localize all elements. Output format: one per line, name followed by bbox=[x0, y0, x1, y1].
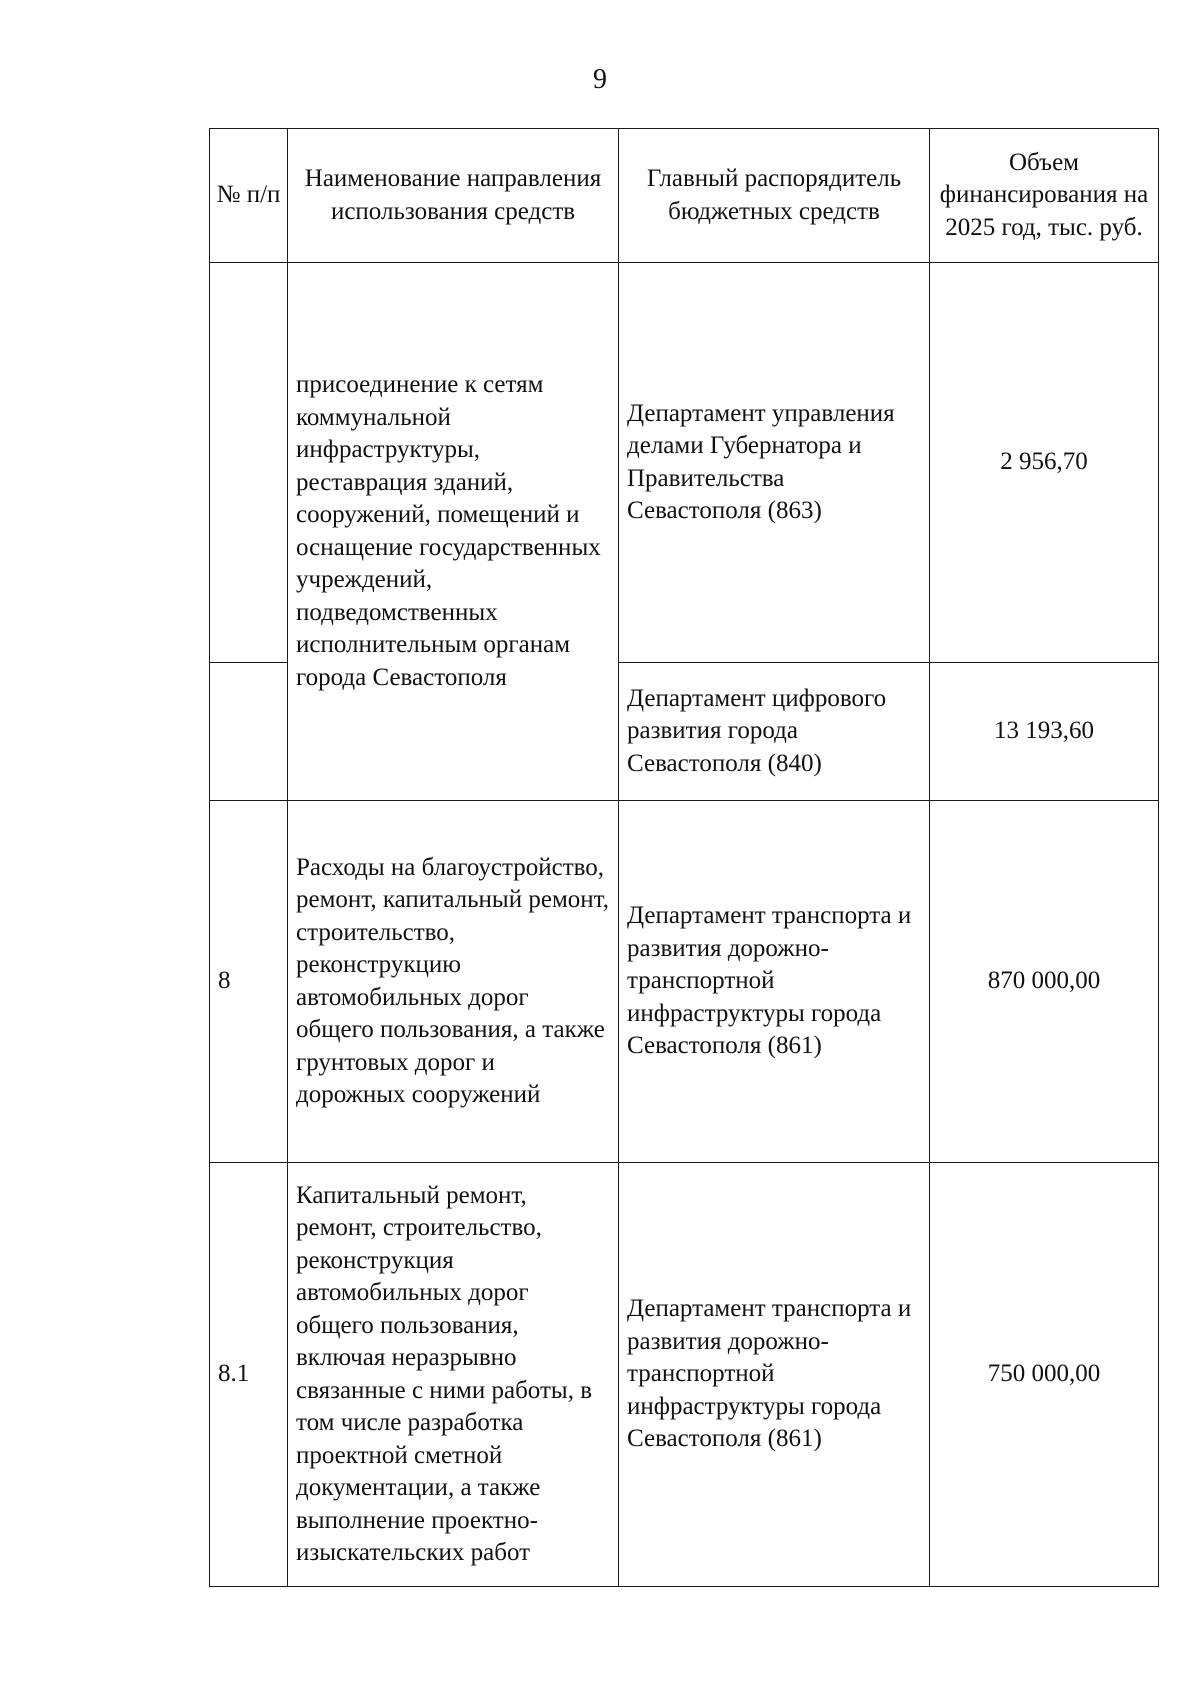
row-name-cell: Расходы на благоустройство, ремонт, капитальный ремонт, строительство, реконструкцию автомобильных дорог общего пользования, а также грунтовых дорог и дорожных сооружений bbox=[288, 801, 619, 1163]
table-row bbox=[210, 1163, 1159, 1587]
header-amount: Объем финансирования на 2025 год, тыс. руб. bbox=[930, 129, 1159, 263]
header-name: Наименование направления использования средств bbox=[288, 129, 619, 263]
table-row bbox=[210, 263, 1159, 663]
row-num-cell: 8 bbox=[210, 801, 288, 1163]
header-administrator: Главный распорядитель бюджетных средств bbox=[619, 129, 930, 263]
funding-table bbox=[209, 128, 1159, 1587]
row-name-cell: Капитальный ремонт, ремонт, строительство, реконструкция автомобильных дорог общего пользования, включая неразрывно связанные с ними работы, в том числе разработка проектной сметной документации, а также выполнение проектно-изыскательских работ bbox=[288, 1163, 619, 1587]
table-header-row bbox=[210, 129, 1159, 263]
row-administrator-cell: Департамент цифрового развития города Севастополя (840) bbox=[619, 663, 930, 801]
row-name-cell: присоединение к сетям коммунальной инфраструктуры, реставрация зданий, сооружений, помещений и оснащение государственных учреждений, подведомственных исполнительным органам города Севастополя bbox=[288, 263, 619, 801]
header-num: № п/п bbox=[210, 129, 288, 263]
row-administrator-cell: Департамент транспорта и развития дорожно-транспортной инфраструктуры города Севастополя (861) bbox=[619, 1163, 930, 1587]
row-administrator-cell: Департамент транспорта и развития дорожно-транспортной инфраструктуры города Севастополя (861) bbox=[619, 801, 930, 1163]
row-amount-cell: 13 193,60 bbox=[930, 663, 1159, 801]
page-number: 9 bbox=[593, 64, 607, 95]
row-num-cell bbox=[210, 663, 288, 801]
row-num-cell bbox=[210, 263, 288, 663]
row-amount-cell: 870 000,00 bbox=[930, 801, 1159, 1163]
row-amount-cell: 2 956,70 bbox=[930, 263, 1159, 663]
row-num-cell: 8.1 bbox=[210, 1163, 288, 1587]
row-amount-cell: 750 000,00 bbox=[930, 1163, 1159, 1587]
table-row bbox=[210, 801, 1159, 1163]
row-administrator-cell: Департамент управления делами Губернатора и Правительства Севастополя (863) bbox=[619, 263, 930, 663]
